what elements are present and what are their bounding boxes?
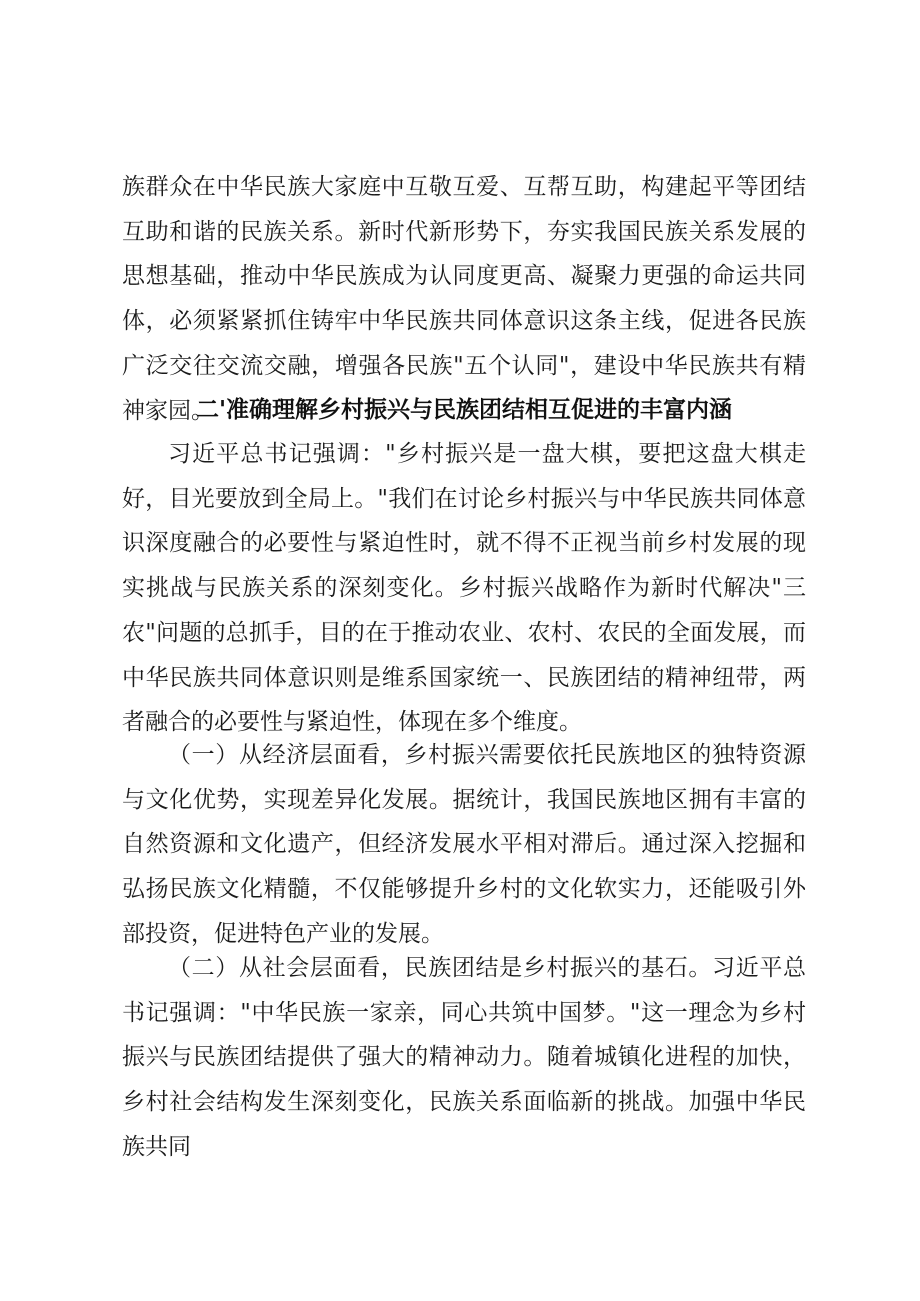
paragraph-social-level: （二）从社会层面看，民族团结是乡村振兴的基石。习近平总书记强调："中华民族一家亲，同心共筑中国梦。"这一理念为乡村振兴与民族团结提供了强大的精神动力。随着城镇化进程的加快，乡村社会结构发生深刻变化，民族关系面临新的挑战。加强中华民族共同 [122,955,806,1160]
section-heading: 二'准确理解乡村振兴与民族团结相互促进的丰富内涵 [195,397,733,423]
paragraph-economic-level: （一）从经济层面看，乡村振兴需要依托民族地区的独特资源与文化优势，实现差异化发展。据统计，我国民族地区拥有丰富的自然资源和文化遗产，但经济发展水平相对滞后。通过深入挖掘和弘扬民族文化精髓，不仅能够提升乡村的文化软实力，还能吸引外部投资，促进特色产业的发展。 [122,742,806,947]
paragraph-rural-revitalization: 习近平总书记强调："乡村振兴是一盘大棋，要把这盘大棋走好，目光要放到全局上。"我们在讨论乡村振兴与中华民族共同体意识深度融合的必要性与紧迫性时，就不得不正视当前乡村发展的现实挑战与民族关系的深刻变化。乡村振兴战略作为新时代解决"三农"问题的总抓手，目的在于推动农业、农村、农民的全面发展，而中华民族共同体意识则是维系国家统一、民族团结的精神纽带，两者融合的必要性与紧迫性，体现在多个维度。 [122,441,806,736]
paragraph-national-unity: 族群众在中华民族大家庭中互敬互爱、互帮互助，构建起平等团结互助和谐的民族关系。新时代新形势下，夯实我国民族关系发展的思想基础，推动中华民族成为认同度更高、凝聚力更强的命运共同体，必须紧紧抓住铸牢中华民族共同体意识这条主线，促进各民族广泛交往交流交融，增强各民族"五个认同"，建设中华民族共有精神家园。 [122,174,806,424]
